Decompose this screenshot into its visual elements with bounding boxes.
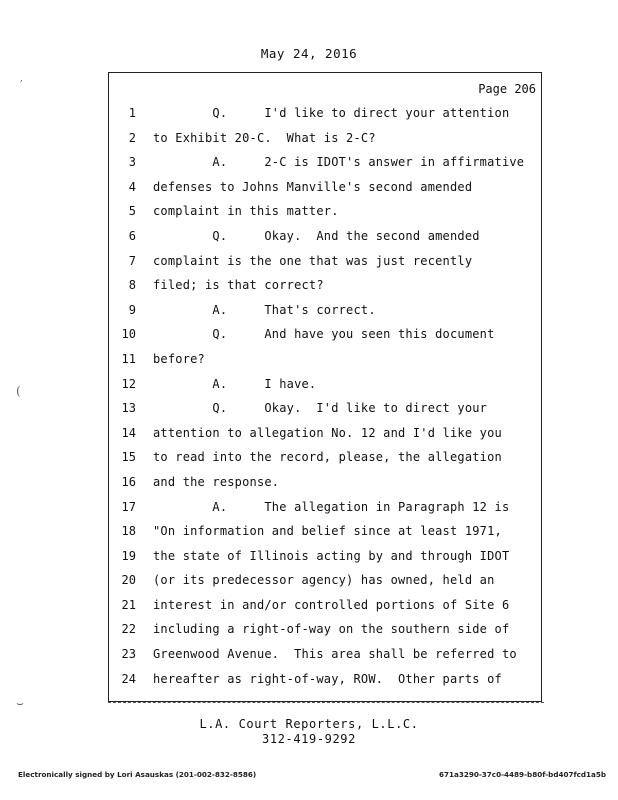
transcript-line (0, 101, 618, 126)
line-text: to read into the record, please, the allegation (153, 450, 502, 465)
line-text: filed; is that correct? (153, 278, 324, 293)
line-number: 24 (121, 671, 136, 686)
scan-mark-bottom: ⌣ (16, 696, 24, 710)
transcript-line (0, 126, 618, 151)
line-number: 11 (121, 351, 136, 366)
line-text: the state of Illinois acting by and through IDOT (153, 548, 510, 563)
esign-document-id: 671a3290-37c0-4489-b80f-bd407fcd1a5b (438, 770, 606, 779)
line-number: 14 (121, 425, 136, 440)
scan-mark-middle: ( (16, 384, 21, 398)
page-number: Page 206 (478, 82, 536, 96)
transcript-line (0, 372, 618, 397)
deposition-date: May 24, 2016 (260, 46, 358, 61)
line-number: 12 (121, 376, 136, 391)
line-text: attention to allegation No. 12 and I'd like you (153, 425, 502, 440)
transcript-line (0, 322, 618, 347)
transcript-line (0, 617, 618, 642)
line-number: 13 (121, 401, 136, 416)
line-text: complaint is the one that was just recently (153, 253, 473, 268)
line-number: 9 (128, 302, 136, 317)
transcript-line (0, 298, 618, 323)
reporter-name: L.A. Court Reporters, L.L.C. (199, 717, 419, 731)
transcript-line (0, 470, 618, 495)
line-text: Q. Okay. And the second amended (153, 228, 480, 243)
line-text: interest in and/or controlled portions of Site 6 (153, 597, 510, 612)
line-number: 19 (121, 548, 136, 563)
line-number: 3 (128, 155, 136, 170)
line-text: hereafter as right-of-way, ROW. Other parts of (153, 671, 502, 686)
transcript-line (0, 544, 618, 569)
line-number: 23 (121, 647, 136, 662)
line-number: 6 (128, 228, 136, 243)
line-number: 15 (121, 450, 136, 465)
transcript-line (0, 421, 618, 446)
line-number: 4 (128, 179, 136, 194)
transcript-lines (0, 101, 618, 691)
transcript-line (0, 445, 618, 470)
line-number: 5 (128, 204, 136, 219)
line-number: 1 (128, 106, 136, 120)
line-text: "On information and belief since at least 1971, (153, 524, 502, 539)
line-text: before? (153, 351, 205, 366)
transcript-line (0, 199, 618, 224)
transcript-line (0, 568, 618, 593)
transcript-line (0, 249, 618, 274)
transcript-line (0, 593, 618, 618)
esign-signer: Electronically signed by Lori Asauskas (201-002-832-8586) (18, 770, 257, 779)
transcript-line (0, 347, 618, 372)
transcript-line (0, 495, 618, 520)
line-text: Q. And have you seen this document (153, 327, 495, 342)
court-reporter-footer (0, 717, 618, 747)
line-number: 7 (128, 253, 136, 268)
line-text: and the response. (153, 474, 280, 489)
line-number: 10 (121, 327, 136, 342)
line-number: 8 (128, 278, 136, 293)
line-number: 20 (121, 573, 136, 588)
line-text: including a right-of-way on the southern side of (153, 622, 510, 637)
line-number: 21 (121, 597, 136, 612)
transcript-line (0, 396, 618, 421)
line-number: 16 (121, 474, 136, 489)
transcript-line (0, 273, 618, 298)
transcript-line (0, 224, 618, 249)
reporter-phone: 312-419-9292 (262, 732, 356, 746)
line-text: A. The allegation in Paragraph 12 is (153, 499, 510, 514)
transcript-line (0, 175, 618, 200)
line-number: 18 (121, 524, 136, 539)
line-text: Q. I'd like to direct your attention (153, 106, 510, 120)
line-text: to Exhibit 20-C. What is 2-C? (153, 130, 376, 145)
line-number: 2 (128, 130, 136, 145)
scan-mark-top: ′ (20, 78, 23, 92)
transcript-line (0, 519, 618, 544)
transcript-line (0, 642, 618, 667)
transcript-line (0, 150, 618, 175)
line-number: 22 (121, 622, 136, 637)
line-text: (or its predecessor agency) has owned, held an (153, 573, 495, 588)
line-number: 17 (121, 499, 136, 514)
frame-bottom-edge (108, 702, 544, 707)
line-text: A. I have. (153, 376, 317, 391)
transcript-line (0, 667, 618, 692)
line-text: complaint in this matter. (153, 204, 339, 219)
line-text: Greenwood Avenue. This area shall be referred to (153, 647, 517, 662)
line-text: Q. Okay. I'd like to direct your (153, 401, 488, 416)
line-text: defenses to Johns Manville's second amended (153, 179, 473, 194)
line-text: A. 2-C is IDOT's answer in affirmative (153, 155, 525, 170)
line-text: A. That's correct. (153, 302, 376, 317)
